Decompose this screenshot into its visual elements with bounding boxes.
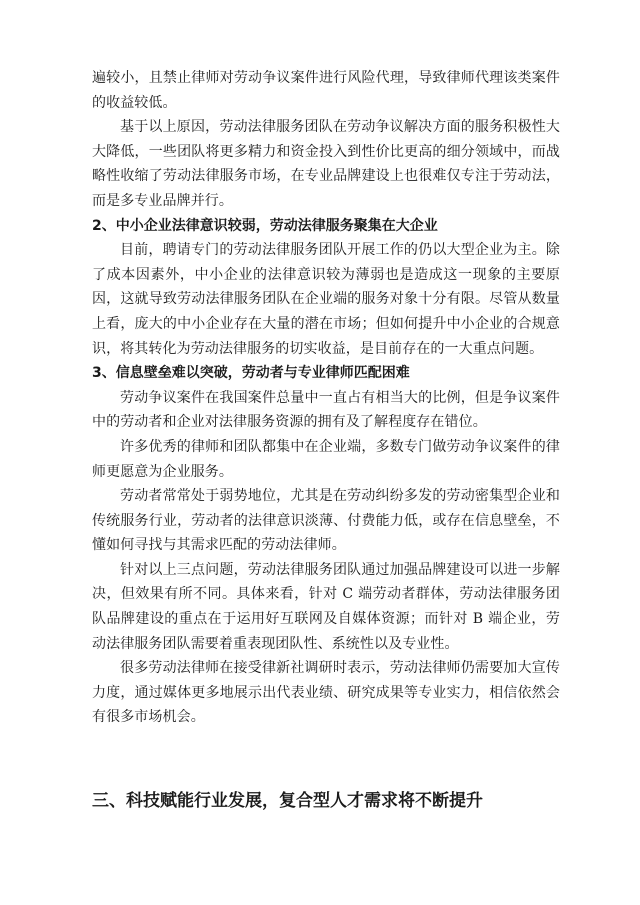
- section-title: 三、科技赋能行业发展，复合型人才需求将不断提升: [92, 791, 483, 811]
- paragraph: 目前，聘请专门的劳动法律服务团队开展工作的仍以大型企业为主。除了成本因素外，中小企业的法律意识较为薄弱也是造成这一现象的主要原因，这就导致劳动法律服务团队在企业端的服务对象十分有限。尽管从数量上看，庞大的中小企业存在大量的潜在市场；但如何提升中小企业的合规意识，将其转化为劳动法律服务的切实收益，是目前存在的一大重点问题。: [92, 242, 560, 357]
- paragraph: 遍较小，且禁止律师对劳动争议案件进行风险代理，导致律师代理该类案件的收益较低。: [92, 70, 560, 111]
- subheading: 3、信息壁垒难以突破，劳动者与专业律师匹配困难: [92, 365, 410, 382]
- paragraph: 很多劳动法律师在接受律新社调研时表示，劳动法律师仍需要加大宣传力度，通过媒体更多地展示出代表业绩、研究成果等专业实力，相信依然会有很多市场机会。: [92, 660, 560, 726]
- paragraph: 针对以上三点问题，劳动法律服务团队通过加强品牌建设可以进一步解决，但效果有所不同。具体来看，针对 C 端劳动者群体，劳动法律服务团队品牌建设的重点在于运用好互联网及自媒体资源；而针对 B 端企业，劳动法律服务团队需要着重表现团队性、系统性以及专业性。: [92, 561, 560, 652]
- document-body: [92, 66, 560, 811]
- paragraph: 劳动者常常处于弱势地位，尤其是在劳动纠纷多发的劳动密集型企业和传统服务行业，劳动者的法律意识淡薄、付费能力低，或存在信息壁垒，不懂如何寻找与其需求匹配的劳动法律师。: [92, 488, 560, 554]
- paragraph: 基于以上原因，劳动法律服务团队在劳动争议解决方面的服务积极性大大降低，一些团队将更多精力和资金投入到性价比更高的细分领域中，而战略性收缩了劳动法律服务市场，在专业品牌建设上也很难仅专注于劳动法，而是多专业品牌并行。: [92, 119, 560, 209]
- paragraph: 劳动争议案件在我国案件总量中一直占有相当大的比例，但是争议案件中的劳动者和企业对法律服务资源的拥有及了解程度存在错位。: [92, 389, 560, 431]
- subheading: 2、中小企业法律意识较弱，劳动法律服务聚集在大企业: [92, 217, 438, 234]
- paragraph: 许多优秀的律师和团队都集中在企业端，多数专门做劳动争议案件的律师更愿意为企业服务。: [92, 438, 560, 480]
